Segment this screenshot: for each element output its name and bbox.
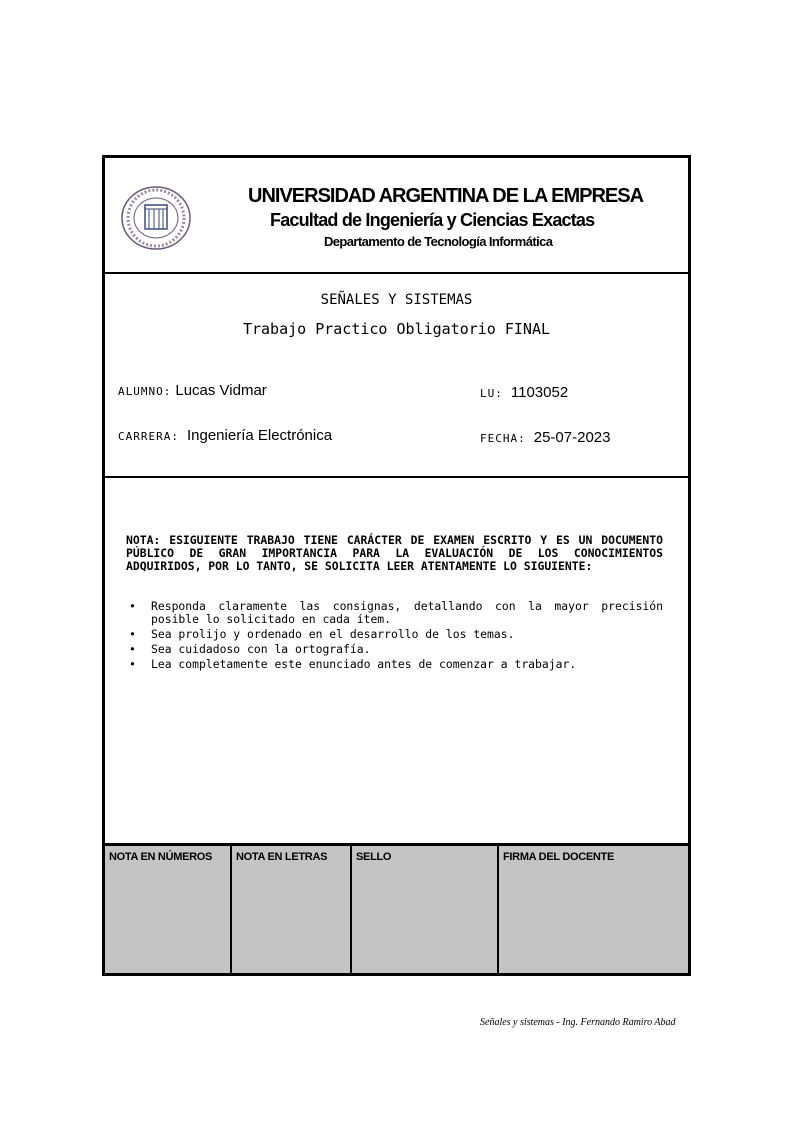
list-item: • Sea cuidadoso con la ortografía. [126,643,663,656]
fecha-field [480,429,610,447]
fecha-label: FECHA: [480,432,526,445]
header [105,158,688,274]
assignment-title: Trabajo Practico Obligatorio FINAL [242,320,551,338]
lu-value: 1103052 [510,384,569,401]
list-item: • Lea completamente este enunciado antes de comenzar a trabajar. [126,658,663,671]
notice-text: NOTA: ESIGUIENTE TRABAJO TIENE CARÁCTER DE EXAMEN ESCRITO Y ES UN DOCUMENTO PÚBLICO DE GRAN IMPORTANCIA PARA LA EVALUACIÓN DE LOS CONOCIMIENTOS ADQUIRIDOS, POR LO TANTO, SE SOLICITA LEER ATENTAMENTE LO SIGUIENTE: [126,533,663,573]
grading-table [105,846,688,973]
carrera-field [118,427,332,445]
stamp-cell: SELLO [352,846,499,973]
alumno-label: ALUMNO: [118,385,172,398]
grade-letters-cell: NOTA EN LETRAS [232,846,352,973]
carrera-label: CARRERA: [118,430,179,443]
grade-numbers-cell: NOTA EN NÚMEROS [105,846,232,973]
page-footer: Señales y sistemas - Ing. Fernando Ramiro Abad [480,1017,676,1028]
faculty-name: Facultad de Ingeniería y Ciencias Exactas [270,210,595,230]
carrera-value: Ingeniería Electrónica [186,427,333,444]
department-name: Departamento de Tecnología Informática [324,234,553,249]
list-item: • Sea prolijo y ordenado en el desarrollo de los temas. [126,628,663,641]
list-item: • Responda claramente las consignas, detallando con la mayor precisión posible lo solicitado en cada ítem. [126,600,663,626]
university-seal-logo [119,185,193,251]
lu-field [480,384,568,402]
fecha-value: 25-07-2023 [533,429,611,446]
alumno-field [118,382,267,400]
lu-label: LU: [480,387,503,400]
notice-section [105,478,688,846]
instructions-list [126,600,663,673]
student-info [105,274,688,478]
teacher-signature-cell: FIRMA DEL DOCENTE [503,851,615,863]
university-name: UNIVERSIDAD ARGENTINA DE LA EMPRESA [248,185,644,207]
alumno-value: Lucas Vidmar [175,382,267,399]
subject-title: SEÑALES Y SISTEMAS [320,292,473,308]
cover-frame [102,155,691,976]
